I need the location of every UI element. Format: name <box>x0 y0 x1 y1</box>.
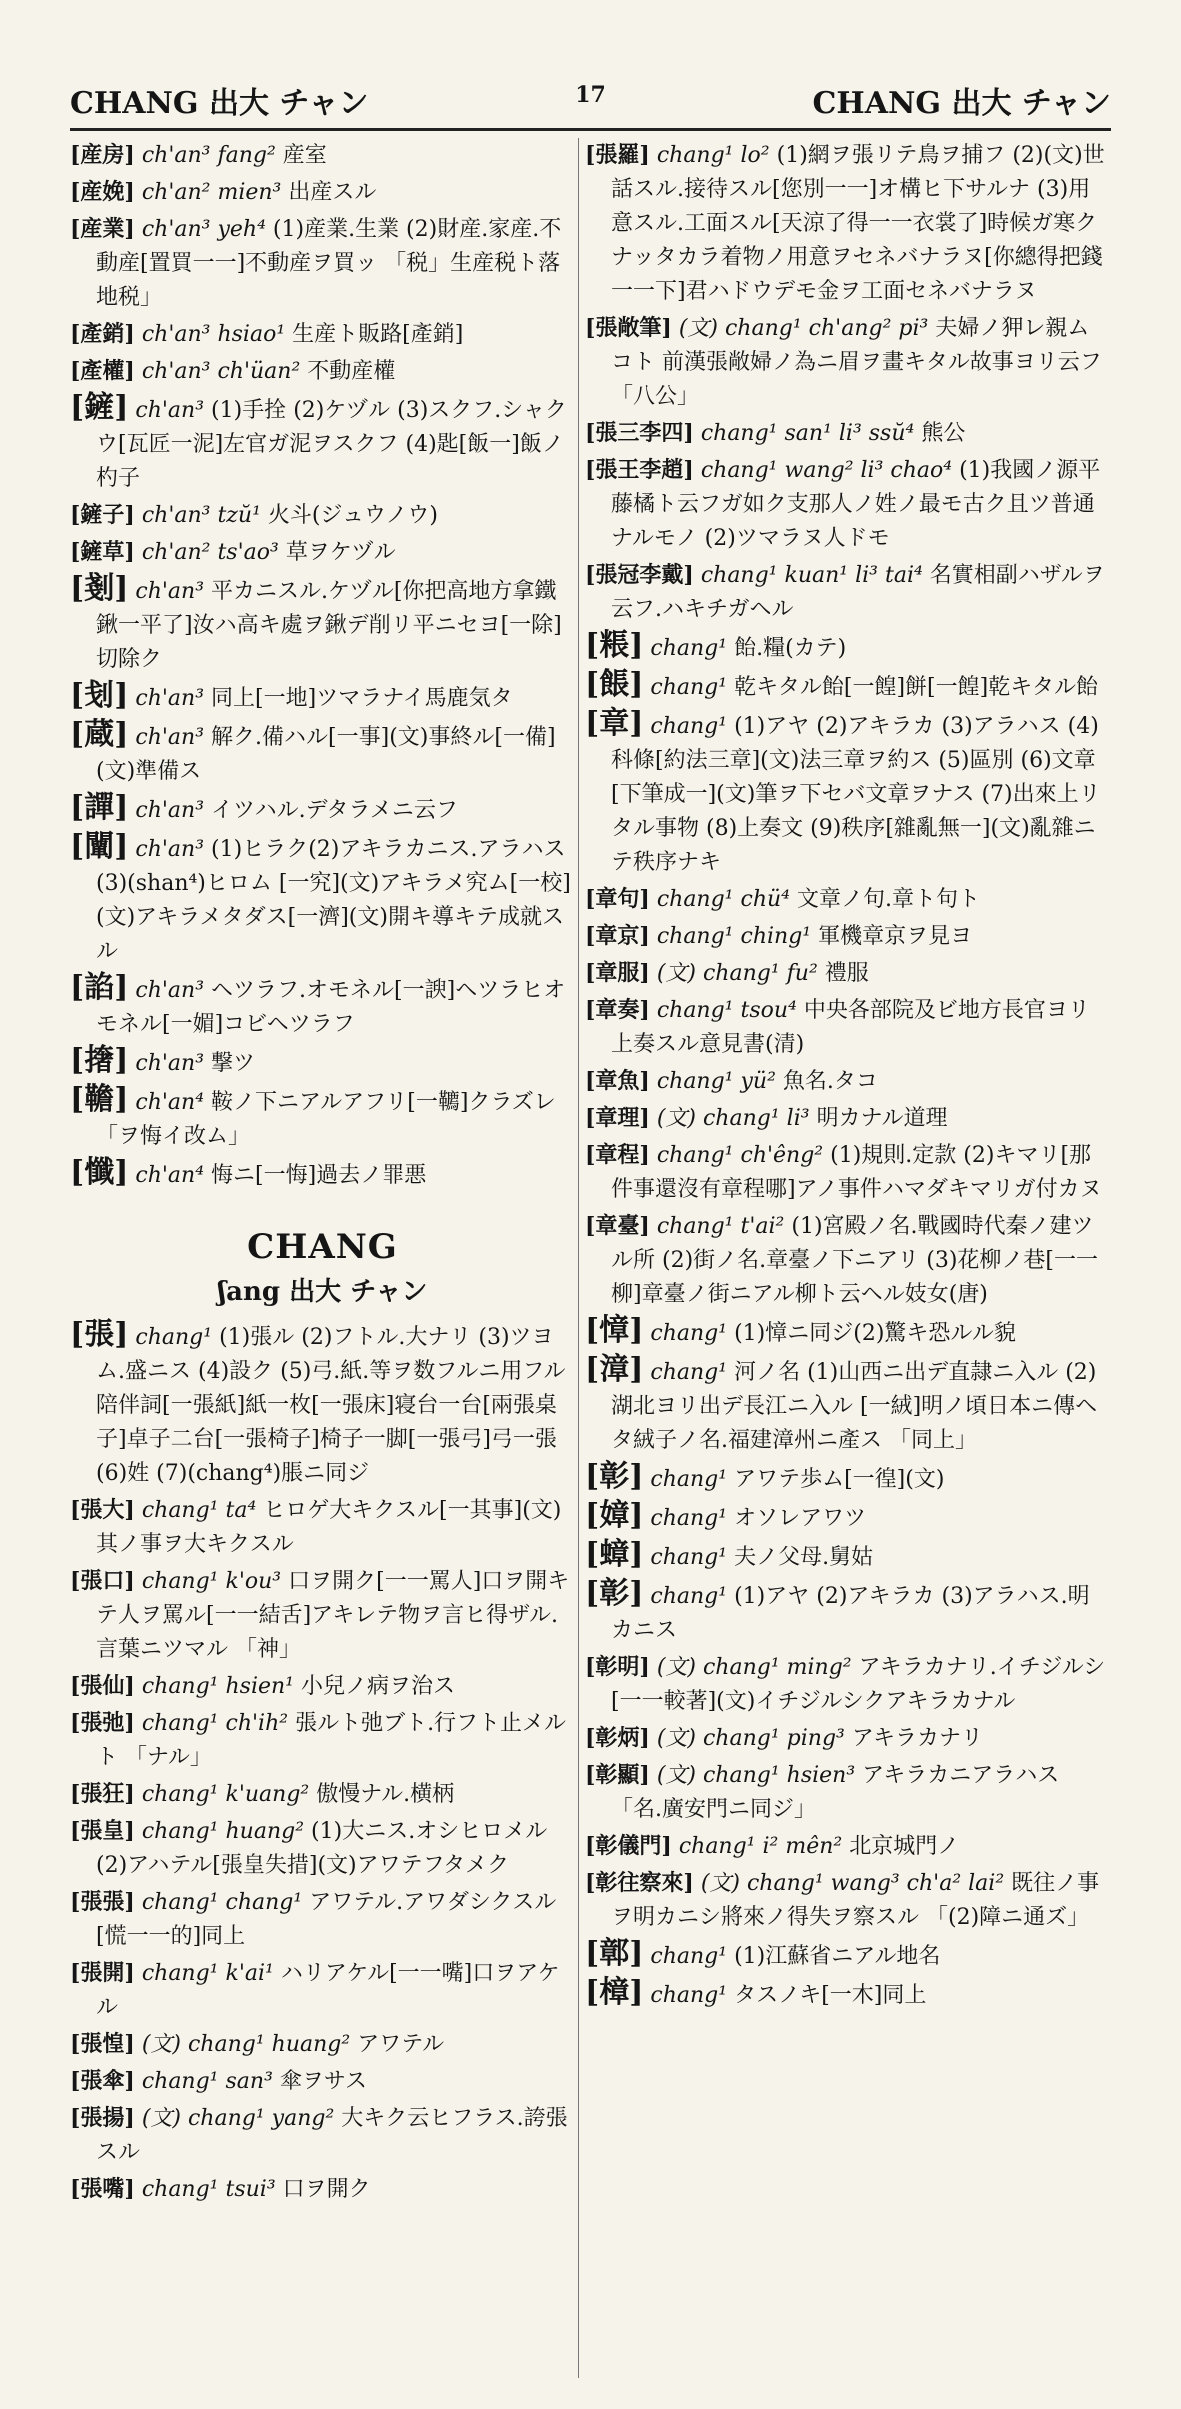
entry-headword: [鏟草] <box>70 539 135 565</box>
dictionary-entry <box>70 1956 575 2025</box>
entry-definition: (1)産業.生業 (2)財産.家産.不動産[置買一一]不動産ヲ買ッ 「税」生産税ト落地税」 <box>96 217 562 310</box>
entry-definition: 夫婦ノ狎レ親ムコト 前漢張敞婦ノ為ニ眉ヲ畫キタル故事ヨリ云フ 「八公」 <box>611 316 1102 409</box>
column-divider <box>578 138 579 2378</box>
left-column <box>70 138 575 2378</box>
dictionary-entry <box>70 1564 575 1667</box>
entry-definition: 傘ヲサス <box>279 2069 368 2094</box>
entry-romanization: chang¹ <box>650 1467 728 1492</box>
entry-definition: 乾キタル飴[一餭]餅[一餭]乾キタル飴 <box>734 675 1098 700</box>
dictionary-entry <box>70 791 575 828</box>
entry-romanization: chang¹ <box>650 675 728 700</box>
entry-headword: [彰顯] <box>585 1762 650 1788</box>
entry-definition: 傲慢ナル.横柄 <box>316 1782 455 1807</box>
entry-definition: 産室 <box>282 143 327 168</box>
entry-definition: 中央各部院及ビ地方長官ヨリ上奏スル意見書(清) <box>611 998 1090 1057</box>
entry-definition: 飴.糧(カテ) <box>734 636 847 661</box>
entry-headword: [韂] <box>70 1082 129 1117</box>
entry-romanization: chang¹ tsui³ <box>141 2177 276 2202</box>
entry-definition: アワテル.アワダシクスル[慌一一的]同上 <box>96 1890 557 1949</box>
entry-romanization: chang¹ chang¹ <box>141 1890 303 1915</box>
dictionary-entry <box>70 1777 575 1812</box>
section-subtitle: ʃang 出大 チャン <box>217 1277 428 1307</box>
entry-romanization: chang¹ ch'ih² <box>141 1711 289 1736</box>
entry-definition: (1)手拴 (2)ケヅル (3)スクフ.シャクウ[瓦匠一泥]左官ガ泥ヲスクフ (4)匙[飯一]飯ノ杓子 <box>96 398 567 491</box>
entry-romanization: ch'an³ yeh⁴ <box>141 217 266 242</box>
entry-headword: [闡] <box>70 829 129 864</box>
entry-definition: 既往ノ事ヲ明カニシ將來ノ得失ヲ察スル 「(2)障ニ通ズ」 <box>611 1871 1100 1930</box>
entry-romanization: chang¹ huang² <box>141 1819 305 1844</box>
entry-definition: 出産スル <box>288 180 377 205</box>
dictionary-entry <box>70 718 575 789</box>
entry-romanization: ch'an³ <box>135 579 205 604</box>
entry-romanization: chang¹ t'ai² <box>656 1214 785 1239</box>
entry-romanization: ch'an³ <box>135 1051 205 1076</box>
dictionary-entry <box>70 354 575 389</box>
entry-headword: [產權] <box>70 358 135 384</box>
entry-headword: [章京] <box>585 923 650 949</box>
entry-headword: [章魚] <box>585 1068 650 1094</box>
entry-romanization: chang¹ <box>650 1584 728 1609</box>
dictionary-entry <box>585 1353 1110 1458</box>
page-number: 17 <box>575 82 606 108</box>
entry-headword: [張三李四] <box>585 420 694 446</box>
entry-headword: [鄣] <box>585 1936 644 1971</box>
entry-romanization: ch'an³ <box>135 686 205 711</box>
dictionary-entry <box>70 2101 575 2170</box>
entry-romanization: ch'an³ fang² <box>141 143 276 168</box>
entry-definition: アキラカニアラハス 「名.廣安門ニ同ジ」 <box>611 1763 1060 1822</box>
entry-headword: [彰] <box>585 1576 644 1611</box>
entry-definition: ハリアケル[一一嘴]口ヲアケル <box>96 1961 560 2020</box>
entry-romanization: chang¹ <box>650 1321 728 1346</box>
entry-romanization: chang¹ ta⁴ <box>141 1498 257 1523</box>
entry-definition: 明カナル道理 <box>816 1106 948 1131</box>
page-header <box>70 70 1111 130</box>
entry-definition: (1)アヤ (2)アキラカ (3)アラハス.明カニス <box>611 1584 1090 1643</box>
entry-headword: [張大] <box>70 1497 135 1523</box>
dictionary-entry <box>70 138 575 173</box>
dictionary-entry <box>585 1721 1110 1756</box>
dictionary-entry <box>585 1101 1110 1136</box>
entry-headword: [彰炳] <box>585 1725 650 1751</box>
entry-headword: [彰明] <box>585 1654 650 1680</box>
entry-romanization: ch'an³ hsiao¹ <box>141 322 286 347</box>
entry-romanization: chang¹ <box>650 1983 728 2008</box>
dictionary-entry <box>70 1706 575 1775</box>
entry-definition: 夫ノ父母.舅姑 <box>734 1545 874 1570</box>
entry-romanization: ch'an³ <box>135 978 205 1003</box>
entry-romanization: ch'an³ <box>135 398 205 423</box>
dictionary-entry <box>585 668 1110 705</box>
dictionary-entry <box>70 391 575 496</box>
entry-romanization: chang¹ i² mên² <box>678 1834 843 1859</box>
entry-definition: 火斗(ジュウノウ) <box>267 503 438 528</box>
entry-definition: (1)アヤ (2)アキラカ (3)アラハス (4)科條[約法三章](文)法三章ヲ約ス (5)區別 (6)文章[下筆成一](文)筆ヲ下セバ文章ヲナス (7)出來上リタル事物 (8)上奏文 (9)秩序[雜亂無一](文)亂雜ニテ秩序ナキ <box>611 714 1101 875</box>
entry-romanization: (文) chang¹ hsien³ <box>656 1763 856 1788</box>
entry-headword: [刬] <box>70 678 129 713</box>
entry-definition: 魚名.タコ <box>782 1069 878 1094</box>
entry-definition: アキラカナリ.イチジルシ[一一較著](文)イチジルシクアキラカナル <box>611 1655 1106 1714</box>
entry-definition: 不動産權 <box>307 359 396 384</box>
entry-definition: 悔ニ[一悔]過去ノ罪悪 <box>211 1163 427 1188</box>
dictionary-entry <box>70 830 575 969</box>
entry-headword: [鏟] <box>70 390 129 425</box>
entry-definition: (1)江蘇省ニアル地名 <box>734 1944 941 1969</box>
dictionary-entry <box>70 572 575 677</box>
entry-headword: [樟] <box>585 1975 644 2010</box>
dictionary-entry <box>585 1538 1110 1575</box>
entry-romanization: ch'an⁴ <box>135 1090 205 1115</box>
running-head-left: CHANG 出大 チャン <box>70 86 369 121</box>
dictionary-entry <box>585 1209 1110 1312</box>
entry-romanization: chang¹ wang² li³ chao⁴ <box>700 458 953 483</box>
entry-romanization: chang¹ yü² <box>656 1069 776 1094</box>
dictionary-entry <box>70 1083 575 1154</box>
entry-headword: [章奏] <box>585 997 650 1023</box>
entry-definition: 禮服 <box>824 961 869 986</box>
entry-romanization: (文) chang¹ li³ <box>656 1106 810 1131</box>
entry-headword: [張揚] <box>70 2105 135 2131</box>
dictionary-entry <box>70 1814 575 1883</box>
entry-romanization: ch'an³ <box>135 837 205 862</box>
entry-definition: 生産ト販路[產銷] <box>292 322 464 347</box>
dictionary-entry <box>70 1318 575 1491</box>
dictionary-entry <box>70 2064 575 2099</box>
entry-headword: [張仙] <box>70 1673 135 1699</box>
entry-romanization: chang¹ kuan¹ li³ tai⁴ <box>700 563 923 588</box>
entry-headword: [張羅] <box>585 142 650 168</box>
dictionary-entry <box>70 1156 575 1193</box>
entry-romanization: ch'an² ts'ao³ <box>141 540 279 565</box>
entry-headword: [彰儀門] <box>585 1833 672 1859</box>
entry-definition: 口ヲ開ク[一一罵人]口ヲ開キテ人ヲ罵ル[一一結舌]アキレテ物ヲ言ヒ得ザル.言葉ニツマル 「神」 <box>96 1569 570 1662</box>
dictionary-entry <box>585 1758 1110 1827</box>
dictionary-entry <box>585 919 1110 954</box>
dictionary-entry <box>70 212 575 315</box>
dictionary-entry <box>70 679 575 716</box>
entry-headword: [産業] <box>70 216 135 242</box>
section-title: CHANG <box>247 1227 398 1267</box>
entry-definition: ヒロゲ大キクスル[一其事](文)其ノ事ヲ大キクスル <box>96 1498 562 1557</box>
entry-definition: 大キク云ヒフラス.誇張スル <box>96 2106 568 2165</box>
entry-headword: [嫜] <box>585 1498 644 1533</box>
entry-headword: [漳] <box>585 1352 644 1387</box>
entry-definition: 撃ツ <box>211 1051 256 1076</box>
entry-definition: (1)規則.定款 (2)キマリ[那件事還沒有章程哪]アノ事件ハマダキマリガ付カヌ <box>611 1143 1102 1202</box>
dictionary-entry <box>585 1577 1110 1648</box>
entry-definition: (1)大ニス.オシヒロメル (2)アハテル[張皇失措](文)アワテフタメク <box>96 1819 548 1878</box>
entry-romanization: (文) chang¹ yang² <box>141 2106 335 2131</box>
dictionary-entry <box>70 1669 575 1704</box>
entry-romanization: chang¹ k'ou³ <box>141 1569 282 1594</box>
entry-headword: [張狂] <box>70 1781 135 1807</box>
entry-romanization: chang¹ chü⁴ <box>656 887 790 912</box>
entry-headword: [粻] <box>585 628 644 663</box>
dictionary-entry <box>585 956 1110 991</box>
entry-headword: [張] <box>70 1317 129 1352</box>
dictionary-entry <box>585 1138 1110 1207</box>
entry-romanization: ch'an² mien³ <box>141 180 282 205</box>
entry-definition: (1)宮殿ノ名.戰國時代秦ノ建ツル所 (2)街ノ名.章臺ノ下ニアリ (3)花柳ノ巷[一一柳]章臺ノ街ニアル柳ト云ヘル妓女(唐) <box>611 1214 1099 1307</box>
entry-romanization: ch'an³ tzŭ¹ <box>141 503 261 528</box>
entry-definition: ヘツラフ.オモネル[一諛]ヘツラヒオモネル[一媚]コビヘツラフ <box>96 978 566 1037</box>
entry-headword: [張傘] <box>70 2068 135 2094</box>
entry-romanization: chang¹ tsou⁴ <box>656 998 797 1023</box>
dictionary-entry <box>585 1866 1110 1935</box>
entry-definition: 文章ノ句.章ト句ト <box>796 887 980 912</box>
entry-romanization: chang¹ <box>135 1325 213 1350</box>
left-entries <box>70 138 575 1193</box>
right-entries <box>585 138 1110 2013</box>
dictionary-entry <box>585 558 1110 627</box>
dictionary-entry <box>585 1650 1110 1719</box>
entry-romanization: chang¹ san¹ li³ ssŭ⁴ <box>700 421 915 446</box>
entry-definition: アキラカナリ <box>851 1726 983 1751</box>
entry-definition: 同上[一地]ツマラナイ馬鹿気タ <box>211 686 513 711</box>
entry-romanization: chang¹ san³ <box>141 2069 273 2094</box>
entry-romanization: chang¹ <box>650 1360 728 1385</box>
entry-definition: イツハル.デタラメニ云フ <box>211 798 458 823</box>
entry-definition: 北京城門ノ <box>849 1834 960 1859</box>
entry-headword: [産房] <box>70 142 135 168</box>
entry-romanization: chang¹ ching¹ <box>656 924 812 949</box>
dictionary-entry <box>585 416 1110 451</box>
entry-romanization: chang¹ k'ai¹ <box>141 1961 274 1986</box>
entry-romanization: chang¹ <box>650 1944 728 1969</box>
entry-headword: [張王李趙] <box>585 457 694 483</box>
entry-headword: [章程] <box>585 1142 650 1168</box>
dictionary-entry <box>70 498 575 533</box>
entry-definition: (1)慞ニ同ジ(2)驚キ恐ルル貌 <box>734 1321 1016 1346</box>
entry-headword: [張惶] <box>70 2031 135 2057</box>
entry-romanization: chang¹ <box>650 636 728 661</box>
entry-headword: [鏟子] <box>70 502 135 528</box>
entry-headword: [蟑] <box>585 1537 644 1572</box>
entry-headword: [章理] <box>585 1105 650 1131</box>
entry-definition: 熊公 <box>921 421 966 446</box>
dictionary-entry <box>585 1499 1110 1536</box>
entry-headword: [張開] <box>70 1960 135 1986</box>
section-heading <box>70 1227 575 1308</box>
entry-definition: 鞍ノ下ニアルアフリ[一韀]クラズレ 「ヲ悔イ改ム」 <box>96 1090 556 1149</box>
entry-headword: [産娩] <box>70 179 135 205</box>
entry-definition: 口ヲ開ク <box>282 2177 371 2202</box>
entry-romanization: chang¹ <box>650 714 728 739</box>
dictionary-entry <box>585 882 1110 917</box>
entry-headword: [譂] <box>70 790 129 825</box>
entry-romanization: (文) chang¹ ping³ <box>656 1726 845 1751</box>
entry-romanization: (文) chang¹ wang³ ch'a² lai² <box>700 1871 1005 1896</box>
entry-headword: [彰往察來] <box>585 1870 694 1896</box>
dictionary-entry <box>585 1976 1110 2013</box>
entry-headword: [慞] <box>585 1313 644 1348</box>
entry-definition: 名實相副ハザルヲ云フ.ハキチガヘル <box>611 563 1105 622</box>
entry-headword: [產銷] <box>70 321 135 347</box>
entry-headword: [彰] <box>585 1459 644 1494</box>
entry-definition: アワテ歩ム[一徨](文) <box>734 1467 945 1492</box>
entry-headword: [張嘴] <box>70 2176 135 2202</box>
dictionary-entry <box>585 993 1110 1062</box>
entry-definition: (1)我國ノ源平藤橘ト云フガ如ク支那人ノ姓ノ最モ古ク且ツ普通ナルモノ (2)ツマラヌ人ドモ <box>611 458 1101 551</box>
entry-definition: (1)ヒラク(2)アキラカニス.アラハス (3)(shan⁴)ヒロム [一究](文)アキラメ究ム[一校](文)アキラメタダス[一濟](文)開キ導キテ成就スル <box>96 837 571 964</box>
entry-definition: (1)張ル (2)フトル.大ナリ (3)ツヨム.盛ニス (4)設ク (5)弓.紙.等ヲ数フルニ用フル陪伴詞[一張紙]紙一枚[一張床]寝台一台[兩張桌子]卓子二台[一張椅子]椅子一脚[一張弓]弓一張 (6)姓 (7)(chang⁴)脹ニ同ジ <box>96 1325 566 1486</box>
entry-definition: 河ノ名 (1)山西ニ出デ直隷ニ入ル (2)湖北ヨリ出デ長江ニ入ル [一絨]明ノ頃日本ニ傳ヘタ絨子ノ名.福建漳州ニ產ス 「同上」 <box>611 1360 1098 1453</box>
dictionary-entry <box>585 629 1110 666</box>
entry-definition: 草ヲケヅル <box>285 540 396 565</box>
entry-romanization: chang¹ ch'êng² <box>656 1143 824 1168</box>
entry-headword: [章臺] <box>585 1213 650 1239</box>
entry-romanization: chang¹ k'uang² <box>141 1782 310 1807</box>
dictionary-entry <box>585 138 1110 309</box>
entry-definition: アワテル <box>357 2032 445 2057</box>
dictionary-entry <box>70 2172 575 2207</box>
dictionary-entry <box>70 2027 575 2062</box>
entry-headword: [張敞筆] <box>585 315 672 341</box>
entry-headword: [章] <box>585 706 644 741</box>
dictionary-entry <box>70 1885 575 1954</box>
dictionary-entry <box>70 971 575 1042</box>
dictionary-entry <box>585 707 1110 880</box>
entry-romanization: (文) chang¹ ming² <box>656 1655 852 1680</box>
entry-headword: [章服] <box>585 960 650 986</box>
running-head-right: CHANG 出大 チャン <box>812 86 1111 121</box>
right-column <box>585 138 1110 2378</box>
entry-romanization: chang¹ <box>650 1506 728 1531</box>
entry-headword: [餦] <box>585 667 644 702</box>
entry-definition: 平カニスル.ケヅル[你把高地方拿鐵鍬一平了]汝ハ高キ處ヲ鍬デ削リ平ニセヨ[一除]切除ク <box>96 579 562 672</box>
entry-headword: [撦] <box>70 1043 129 1078</box>
dictionary-entry <box>585 453 1110 556</box>
entry-romanization: (文) chang¹ fu² <box>656 961 818 986</box>
dictionary-entry <box>70 1044 575 1081</box>
dictionary-entry <box>585 1064 1110 1099</box>
entry-definition: (1)網ヲ張リテ鳥ヲ捕フ (2)(文)世話スル.接待スル[您別一一]オ構ヒ下サルナ (3)用意スル.工面スル[天涼了得一一衣裳了]時候ガ寒クナッタカラ着物ノ用意ヲセネバナラヌ[你總得把錢一一下]君ハドウデモ金ヲ工面セネバナラヌ <box>611 143 1105 304</box>
dictionary-entry <box>70 175 575 210</box>
entry-headword: [張張] <box>70 1889 135 1915</box>
entry-romanization: (文) chang¹ huang² <box>141 2032 351 2057</box>
entry-definition: タスノキ[一木]同上 <box>734 1983 927 2008</box>
entry-headword: [張皇] <box>70 1818 135 1844</box>
entry-definition: オソレアワツ <box>734 1506 867 1531</box>
entry-definition: 張ルト弛ブト.行フト止メルト 「ナル」 <box>96 1711 567 1770</box>
entry-definition: 解ク.備ハル[一事](文)事終ル[一備](文)準備ス <box>96 725 556 784</box>
entry-headword: [張弛] <box>70 1710 135 1736</box>
header-rule <box>70 128 1111 131</box>
entry-romanization: ch'an³ <box>135 798 205 823</box>
dictionary-entry <box>70 535 575 570</box>
entry-headword: [張冠李戴] <box>585 562 694 588</box>
entry-definition: 小兒ノ病ヲ治ス <box>301 1674 456 1699</box>
entry-romanization: (文) chang¹ ch'ang² pi³ <box>678 316 929 341</box>
entry-headword: [張口] <box>70 1568 135 1594</box>
entry-headword: [諂] <box>70 970 129 1005</box>
entry-headword: [剗] <box>70 571 129 606</box>
dictionary-entry <box>585 1937 1110 1974</box>
entry-definition: 軍機章京ヲ見ヨ <box>818 924 973 949</box>
dictionary-entry <box>585 1314 1110 1351</box>
entry-romanization: ch'an³ ch'üan² <box>141 359 301 384</box>
entry-headword: [懺] <box>70 1155 129 1190</box>
entry-romanization: chang¹ lo² <box>656 143 770 168</box>
entry-headword: [章句] <box>585 886 650 912</box>
entry-romanization: chang¹ <box>650 1545 728 1570</box>
dictionary-entry <box>70 317 575 352</box>
dictionary-entry <box>585 1460 1110 1497</box>
left-entries-continued <box>70 1318 575 2207</box>
entry-headword: [蔵] <box>70 717 129 752</box>
dictionary-entry <box>585 311 1110 414</box>
dictionary-entry <box>585 1829 1110 1864</box>
entry-romanization: chang¹ hsien¹ <box>141 1674 295 1699</box>
dictionary-entry <box>70 1493 575 1562</box>
entry-romanization: ch'an⁴ <box>135 1163 205 1188</box>
entry-romanization: ch'an³ <box>135 725 205 750</box>
